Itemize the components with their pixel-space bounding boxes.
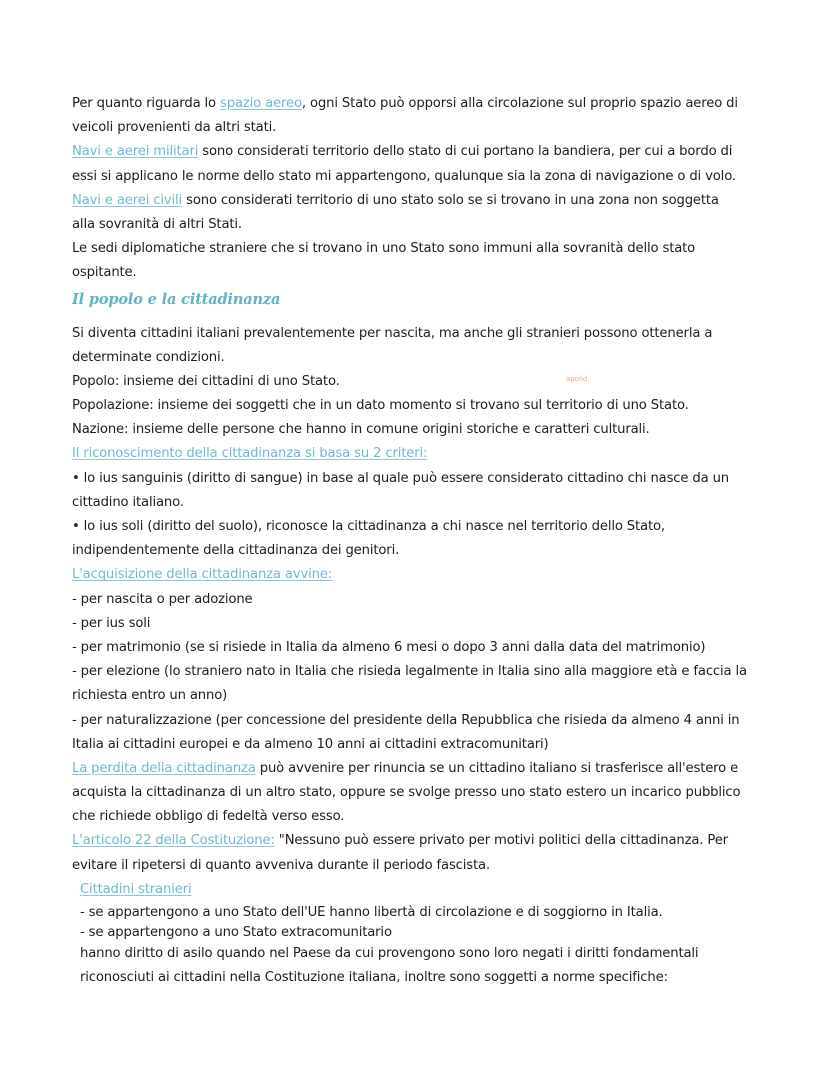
- highlight-articolo-22: L'articolo 22 della Costituzione:: [72, 833, 275, 849]
- list-item: - per nascita o per adozione: [72, 591, 253, 607]
- text-line: veicoli provenienti da altri stati.: [72, 120, 277, 136]
- list-item: - per naturalizzazione (per concessione del presidente della Repubblica che risieda da almeno 4 anni in: [72, 712, 740, 728]
- text: "Nessuno può essere privato per motivi politici della cittadinanza. Per: [274, 833, 728, 849]
- text-line: [72, 829, 762, 853]
- text-line: • lo ius sanguinis (diritto di sangue) in base al quale può essere considerato cittadino chi nasce da un: [72, 470, 730, 486]
- text: , ogni Stato può opporsi alla circolazione sul proprio spazio aereo di: [301, 96, 738, 111]
- text-line: richiesta entro un anno): [72, 688, 228, 704]
- text-line: [72, 442, 762, 466]
- section-heading: Il popolo e la cittadinanza: [72, 290, 281, 308]
- text-line: riconosciuti ai cittadini nella Costituzione italiana, inoltre sono soggetti a norme specifiche:: [80, 970, 668, 986]
- text-line: alla sovranità di altri Stati.: [72, 216, 242, 232]
- text-line: [72, 563, 762, 587]
- text-line: ospitante.: [72, 265, 137, 281]
- text: sono considerati territorio dello stato di cui portano la bandiera, per cui a bordo di: [198, 144, 733, 160]
- text-line: hanno diritto di asilo quando nel Paese da cui provengono sono loro negati i diritti fondamentali: [80, 946, 699, 961]
- list-item: - per elezione (lo straniero nato in Italia che risieda legalmente in Italia sino alla maggiore età e faccia la: [72, 664, 747, 680]
- text-line: acquista la cittadinanza di un altro stato, oppure se svolge presso uno stato estero un incarico pubblico: [72, 785, 741, 801]
- text-line: • lo ius soli (diritto del suolo), riconosce la cittadinanza a chi nasce nel territorio dello Stato,: [72, 519, 665, 534]
- text-line: Si diventa cittadini italiani prevalentemente per nascita, ma anche gli stranieri possono ottenerla a: [72, 325, 713, 341]
- list-item: - se appartengono a uno Stato dell'UE hanno libertà di circolazione e di soggiorno in Italia.: [80, 905, 663, 920]
- list-item: - per ius soli: [72, 615, 151, 631]
- highlight-cittadini-stranieri: Cittadini stranieri: [80, 881, 192, 897]
- text-line: [72, 878, 762, 902]
- text-line: cittadino italiano.: [72, 494, 184, 510]
- text-line: [72, 189, 762, 213]
- text-line: Popolo: insieme dei cittadini di uno Stato.: [72, 373, 340, 389]
- text-line: che richiede obbligo di fedeltà verso esso.: [72, 809, 345, 825]
- highlight-acquisizione: L'acquisizione della cittadinanza avvine:: [72, 567, 333, 583]
- document-body: [72, 92, 762, 990]
- highlight-perdita: La perdita della cittadinanza: [72, 760, 256, 776]
- list-item: - per matrimonio (se si risiede in Italia da almeno 6 mesi o dopo 3 anni dalla data del matrimonio): [72, 639, 706, 655]
- text-line: Nazione: insieme delle persone che hanno in comune origini storiche e caratteri culturali.: [72, 422, 650, 438]
- highlight-navi-militari: Navi e aerei militari: [72, 144, 199, 160]
- text-line: [72, 140, 762, 164]
- margin-note: apolid.: [566, 375, 590, 383]
- text: Per quanto riguarda lo: [72, 96, 221, 111]
- text-line: Italia ai cittadini europei e da almeno 10 anni ai cittadini extracomunitari): [72, 736, 549, 752]
- highlight-navi-civili: Navi e aerei civili: [72, 192, 183, 208]
- text: sono considerati territorio di uno stato solo se si trovano in una zona non soggetta: [182, 192, 719, 208]
- text-line: Le sedi diplomatiche straniere che si trovano in uno Stato sono immuni alla sovranità dello stato: [72, 241, 696, 257]
- text-line: Popolazione: insieme dei soggetti che in un dato momento si trovano sul territorio di uno Stato.: [72, 398, 689, 414]
- text-line: determinate condizioni.: [72, 349, 225, 365]
- text-line: indipendentemente della cittadinanza dei genitori.: [72, 543, 400, 559]
- text-line: [72, 757, 762, 781]
- text: può avvenire per rinuncia se un cittadino italiano si trasferisce all'estero e: [255, 760, 739, 776]
- text-line: essi si applicano le norme dello stato mi appartengono, qualunque sia la zona di navigazione o di volo.: [72, 168, 736, 184]
- highlight-spazio-aereo: spazio aereo: [220, 96, 302, 111]
- text-line: [72, 92, 762, 116]
- highlight-riconoscimento: Il riconoscimento della cittadinanza si basa su 2 criteri:: [72, 446, 428, 462]
- text-line: evitare il ripetersi di quanto avveniva durante il periodo fascista.: [72, 857, 491, 873]
- list-item: - se appartengono a uno Stato extracomunitario: [80, 925, 392, 940]
